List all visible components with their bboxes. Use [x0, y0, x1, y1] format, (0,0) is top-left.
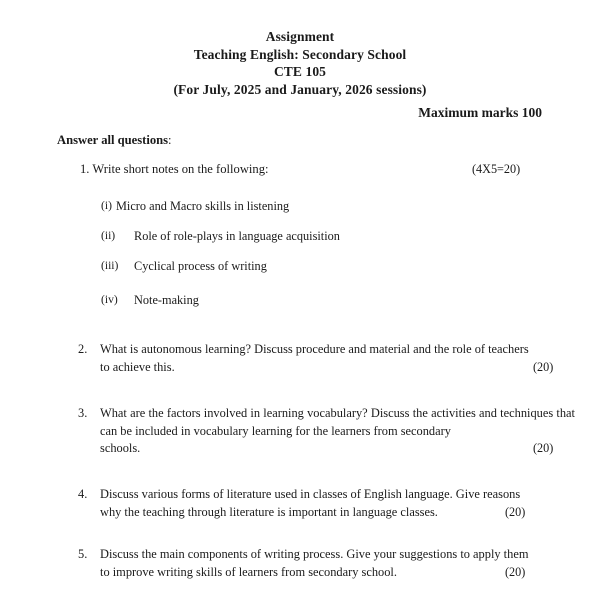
question-1-marks: (4X5=20) [472, 162, 521, 176]
question-1-block [80, 161, 575, 178]
question-1-text: Write short notes on the following: [92, 162, 269, 176]
question-1-line [80, 161, 575, 178]
question-5-marks: (20) [505, 564, 526, 579]
question-2-last-line [100, 359, 575, 377]
subitem-ii-text: Role of role-plays in language acquisition [134, 229, 340, 243]
question-2-marks: (20) [533, 359, 554, 374]
question-4-block [78, 486, 575, 521]
subitem-iv-text: Note-making [134, 293, 199, 307]
question-5-last-line [100, 564, 575, 582]
header-course-title: Teaching English: Secondary School [193, 46, 407, 62]
question-4-text: Discuss various forms of literature used in classes of English language. Give reasons [100, 487, 521, 501]
question-3-body [100, 405, 575, 458]
question-3-last-line [100, 440, 575, 458]
header-course-code: CTE 105 [273, 64, 327, 79]
subitem-ii-marker: (ii) [101, 229, 116, 242]
question-4-body [100, 486, 575, 521]
question-2-block [78, 341, 575, 376]
question-4-last-line-text: why the teaching through literature is important in language classes. [100, 504, 438, 519]
question-5-last-line-text: to improve writing skills of learners from secondary school. [100, 564, 397, 579]
header-session-info: (For July, 2025 and January, 2026 sessions) [173, 81, 427, 97]
document-header [0, 28, 600, 98]
question-3-block [78, 405, 575, 458]
answer-all-questions-heading [57, 132, 172, 148]
maximum-marks-label: Maximum marks 100 [418, 105, 542, 120]
question-4-marks: (20) [505, 504, 526, 519]
subitem-i-text: Micro and Macro skills in listening [116, 199, 290, 213]
question-2-body [100, 341, 575, 376]
question-5-text: Discuss the main components of writing process. Give your suggestions to apply them [100, 547, 529, 561]
question-1-number: 1. [80, 162, 90, 176]
question-2-text: What is autonomous learning? Discuss procedure and material and the role of teachers [100, 342, 529, 356]
question-5-body [100, 546, 575, 581]
question-1-subitems [101, 198, 571, 308]
question-3-number: 3. [78, 406, 88, 420]
question-3-last-line-text: schools. [100, 441, 141, 455]
subitem-ii [101, 228, 571, 244]
header-title-assignment: Assignment [265, 29, 335, 44]
question-3-text: What are the factors involved in learning vocabulary? Discuss the activities and techniques that can be included in vocabulary learning for the learners from secondary [100, 406, 575, 438]
subitem-iv [101, 292, 571, 308]
subitem-iii-marker: (iii) [101, 259, 119, 272]
subitem-iv-marker: (iv) [101, 293, 118, 306]
subitem-i [101, 198, 571, 214]
question-5-number: 5. [78, 547, 88, 561]
subitem-i-marker: (i) [101, 199, 112, 212]
question-2-number: 2. [78, 342, 88, 356]
subitem-iii-text: Cyclical process of writing [134, 259, 267, 273]
question-4-last-line [100, 504, 575, 522]
question-4-number: 4. [78, 487, 88, 501]
instruction-label: Answer all questions [57, 133, 169, 147]
subitem-iii [101, 258, 571, 274]
question-3-marks: (20) [533, 441, 554, 455]
question-5-block [78, 546, 575, 581]
question-2-last-line-text: to achieve this. [100, 359, 175, 374]
instruction-punctuation: : [168, 133, 172, 147]
